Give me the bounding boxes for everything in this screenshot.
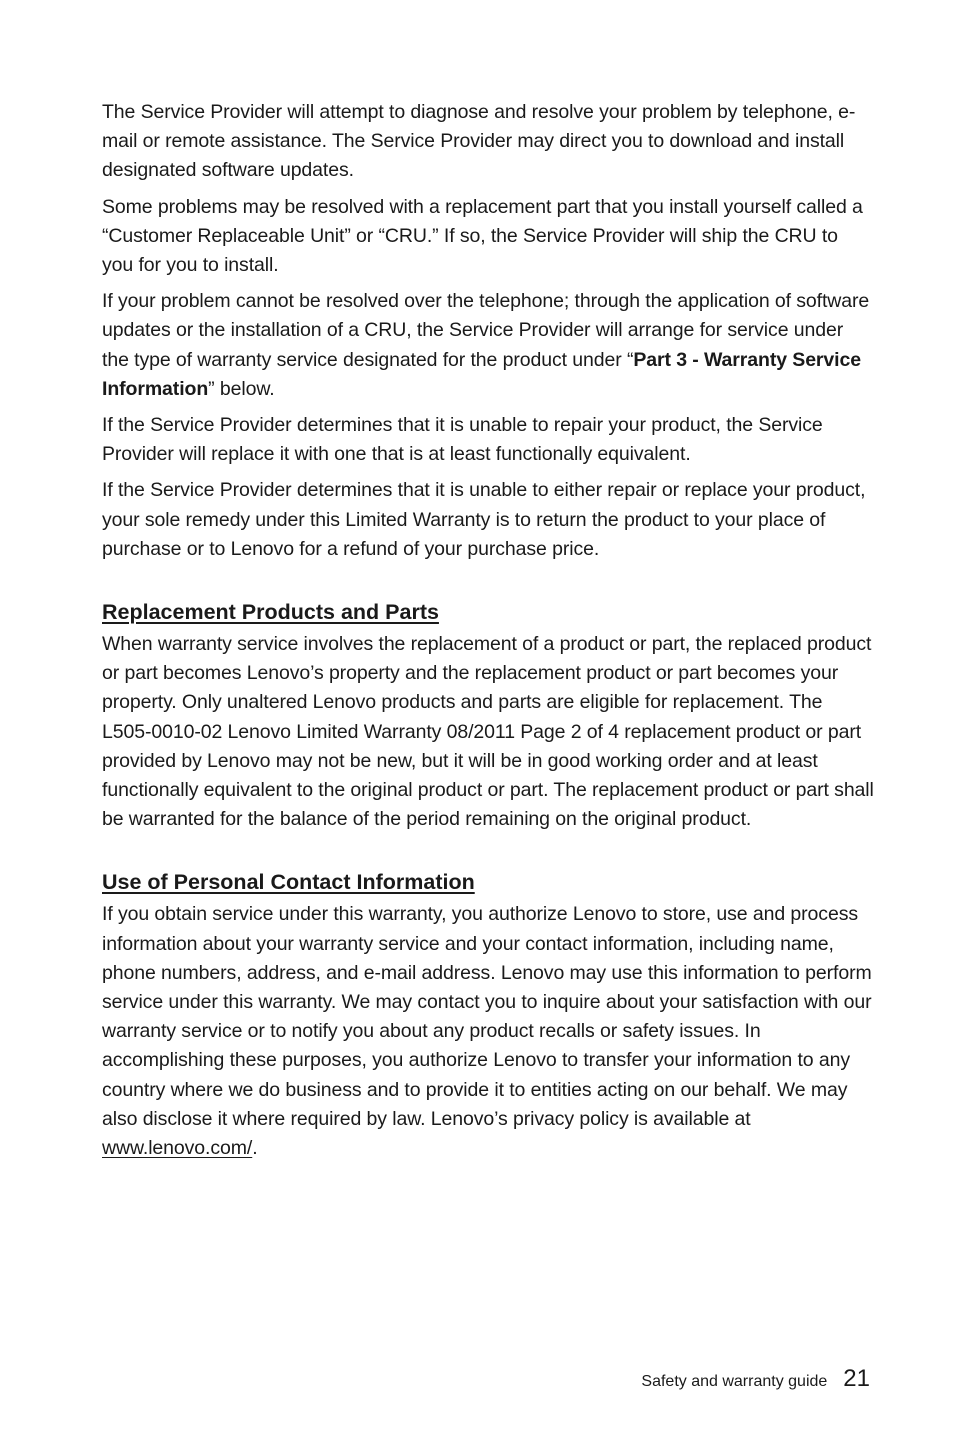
paragraph-replace: If the Service Provider determines that it is unable to repair your product, the Service Provider will replace it with one that is at least functionally equivalent. bbox=[102, 414, 823, 466]
heading-replacement-products: Replacement Products and Parts bbox=[102, 600, 439, 625]
page-number: 21 bbox=[843, 1365, 870, 1392]
page-footer bbox=[641, 1365, 870, 1393]
heading-personal-contact: Use of Personal Contact Information bbox=[102, 870, 475, 895]
paragraph-text: If your problem cannot be resolved over the telephone; through the application of software updates or the installation of a CRU, the Service Provider will arrange for service under the type of warranty service designated for the product under “ bbox=[102, 290, 870, 371]
document-body bbox=[102, 98, 874, 1170]
lenovo-link[interactable]: www.lenovo.com/ bbox=[102, 1137, 253, 1160]
paragraph-contact-body bbox=[102, 900, 874, 1163]
paragraph-sole-remedy: If the Service Provider determines that it is unable to either repair or replace your product, your sole remedy under this Limited Warranty is to return the product to your place of purchase or to Lenovo for a refund of your purchase price. bbox=[102, 479, 866, 560]
paragraph-text: ” below. bbox=[208, 377, 275, 400]
footer-title: Safety and warranty guide bbox=[641, 1373, 828, 1390]
paragraph-cru: Some problems may be resolved with a replacement part that you install yourself called a “Customer Replaceable Unit” or “CRU.” If so, the Service Provider will ship the CRU to you for you to install. bbox=[102, 195, 863, 277]
paragraph-replacement-body: When warranty service involves the replacement of a product or part, the replaced product or part becomes Lenovo’s property and the replacement product or part becomes your property. Only unaltered Lenovo products and parts are eligible for replacement. The L505-0010-02 Lenovo Limited Warranty 08/2011 Page 2 of 4 replacement product or part provided by Lenovo may not be new, but it will be in good working order and at least functionally equivalent to the original product or part. The replacement product or part shall be warranted for the balance of the period remaining on the original product. bbox=[102, 633, 874, 831]
bold-reference: Part 3 - Warranty Service Information bbox=[102, 348, 861, 400]
paragraph-diagnose: The Service Provider will attempt to diagnose and resolve your problem by telephone, e-mail or remote assistance. The Service Provider may direct you to download and install designated software updates. bbox=[102, 101, 856, 182]
paragraph-text: If you obtain service under this warranty, you authorize Lenovo to store, use and process information about your warranty service and your contact information, including name, phone numbers, address, and e-mail address. Lenovo may use this information to perform service under this warranty. We may contact you to inquire about your satisfaction with our warranty service or to notify you about any product recalls or safety issues. In accomplishing these purposes, you authorize Lenovo to transfer your information to any country where we do business and to provide it to entities acting on our behalf. We may also disclose it where required by law. Lenovo’s privacy policy is available at bbox=[102, 903, 872, 1130]
paragraph-arrange-service bbox=[102, 287, 874, 404]
paragraph-text: . bbox=[252, 1137, 258, 1160]
